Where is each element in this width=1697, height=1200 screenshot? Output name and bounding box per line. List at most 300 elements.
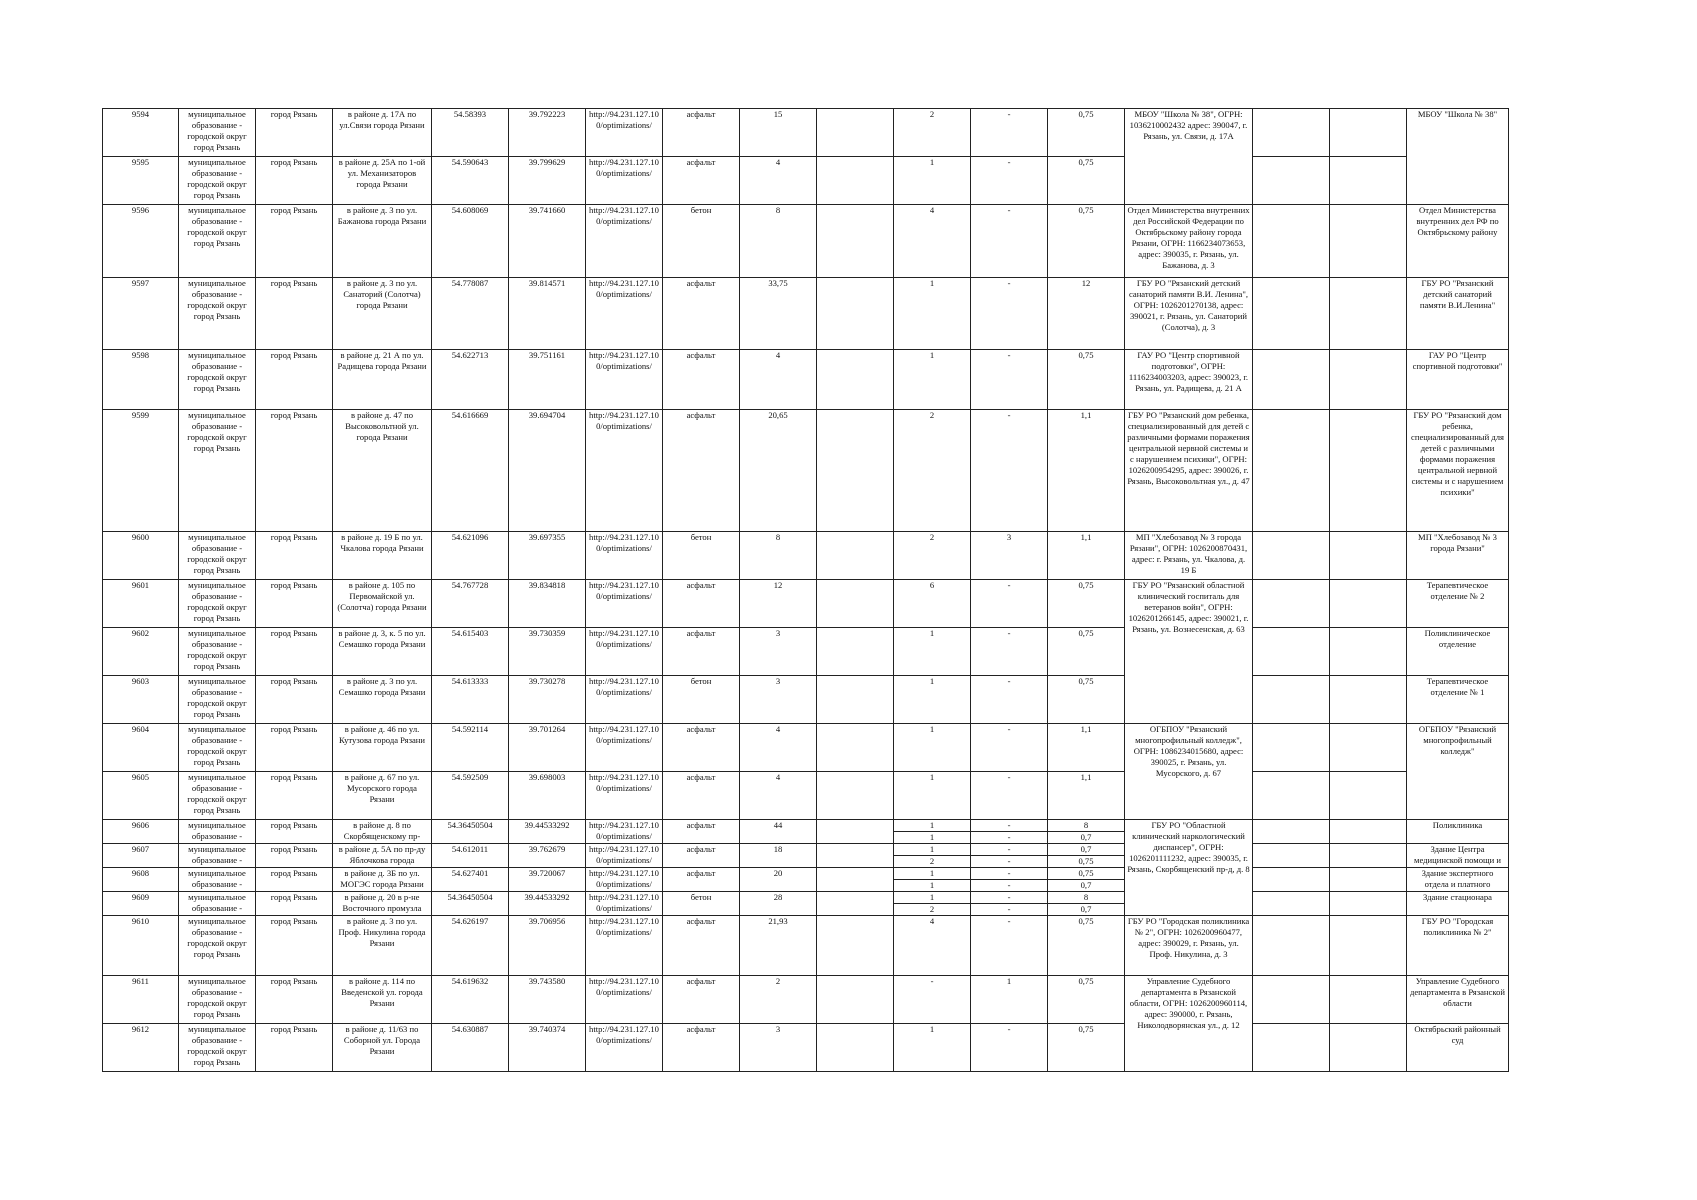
surface-cell: асфальт: [663, 844, 740, 868]
volume-cell: 1,1: [1048, 410, 1125, 532]
container-sites-table: [102, 108, 1509, 1072]
planned-count-cell-part: -: [1007, 856, 1011, 866]
address-cell: в районе д. 3 по ул. Проф. Никулина города Рязани: [333, 916, 432, 976]
address-cell: в районе д. 8 по Скорбященскому пр-: [333, 820, 432, 844]
planned-count-cell: -: [971, 109, 1048, 157]
planned-count-cell: [971, 868, 1048, 892]
surface-cell: асфальт: [663, 916, 740, 976]
municipality-cell: муниципальное образование - городской округ город Рязань: [179, 157, 256, 205]
surface-cell: бетон: [663, 892, 740, 916]
locality-cell: город Рязань: [256, 676, 333, 724]
empty-cell: [1253, 724, 1330, 772]
planned-count-cell-split: [971, 868, 1047, 891]
waste-source-cell: Терапевтическое отделение № 1: [1407, 676, 1509, 724]
waste-source-cell: Поликлиника: [1407, 820, 1509, 844]
container-count-cell: -: [894, 976, 971, 1024]
volume-cell: 0,75: [1048, 676, 1125, 724]
area-cell: 3: [740, 628, 817, 676]
owner-cell: ГБУ РО "Рязанский дом ребенка, специализированный для детей с различными формами поражения центральной нервной системы и с нарушением психики", ОГРН: 1026200954295, адрес: 390026, г. Рязань, Высоковольтная ул., д. 47: [1125, 410, 1253, 532]
waste-source-cell: МП "Хлебозавод № 3 города Рязани": [1407, 532, 1509, 580]
waste-source-cell: Терапевтическое отделение № 2: [1407, 580, 1509, 628]
container-count-cell-split: [894, 892, 970, 915]
map-link-cell: http://94.231.127.10 0/optimizations/: [586, 1024, 663, 1072]
longitude-cell: 39.694704: [509, 410, 586, 532]
planned-count-cell-part: -: [971, 892, 1047, 904]
empty-cell: [1330, 109, 1407, 157]
container-count-cell-part: 1: [894, 868, 970, 880]
empty-cell: [1253, 532, 1330, 580]
volume-cell-split: [1048, 892, 1124, 915]
address-cell: в районе д. 46 по ул. Кутузова города Рязани: [333, 724, 432, 772]
latitude-cell: 54.619632: [432, 976, 509, 1024]
longitude-cell: 39.701264: [509, 724, 586, 772]
waste-source-cell: Поликлиническое отделение: [1407, 628, 1509, 676]
empty-cell: [1330, 868, 1407, 892]
table-row: [103, 1024, 1509, 1072]
row-number: 9603: [103, 676, 179, 724]
longitude-cell: 39.720067: [509, 868, 586, 892]
longitude-cell: 39.44533292: [509, 892, 586, 916]
map-link-cell: http://94.231.127.10 0/optimizations/: [586, 628, 663, 676]
volume-cell-split: [1048, 820, 1124, 843]
surface-cell: асфальт: [663, 628, 740, 676]
planned-count-cell-part: -: [1007, 880, 1011, 890]
volume-cell: [1048, 892, 1125, 916]
map-link-cell: http://94.231.127.10 0/optimizations/: [586, 278, 663, 350]
area-cell: 4: [740, 350, 817, 410]
container-count-cell: [894, 892, 971, 916]
table-row: [103, 820, 1509, 844]
locality-cell: город Рязань: [256, 916, 333, 976]
surface-cell: асфальт: [663, 820, 740, 844]
locality-cell: город Рязань: [256, 772, 333, 820]
latitude-cell: 54.616669: [432, 410, 509, 532]
container-count-cell: [894, 868, 971, 892]
municipality-cell: муниципальное образование -: [179, 892, 256, 916]
empty-cell: [817, 868, 894, 892]
latitude-cell: 54.608069: [432, 205, 509, 278]
volume-cell: [1048, 868, 1125, 892]
longitude-cell: 39.814571: [509, 278, 586, 350]
surface-cell: асфальт: [663, 109, 740, 157]
longitude-cell: 39.698003: [509, 772, 586, 820]
table-row: [103, 844, 1509, 868]
owner-cell: Управление Судебного департамента в Рязанской области, ОГРН: 1026200960114, адрес: 390000, г. Рязань, Николодворянская ул., д. 12: [1125, 976, 1253, 1072]
address-cell: в районе д. 5А по пр-ду Яблочкова города: [333, 844, 432, 868]
planned-count-cell: -: [971, 676, 1048, 724]
empty-cell: [1253, 157, 1330, 205]
locality-cell: город Рязань: [256, 532, 333, 580]
empty-cell: [1330, 892, 1407, 916]
municipality-cell: муниципальное образование - городской округ город Рязань: [179, 628, 256, 676]
area-cell: 2: [740, 976, 817, 1024]
owner-cell: МП "Хлебозавод № 3 города Рязани", ОГРН: 1026200870431, адрес: г. Рязань, ул. Чкалова, д. 19 Б: [1125, 532, 1253, 580]
waste-source-cell: Здание экспертного отдела и платного: [1407, 868, 1509, 892]
municipality-cell: муниципальное образование - городской округ город Рязань: [179, 410, 256, 532]
address-cell: в районе д. 21 А по ул. Радищева города Рязани: [333, 350, 432, 410]
row-number: 9610: [103, 916, 179, 976]
map-link-cell: http://94.231.127.10 0/optimizations/: [586, 772, 663, 820]
longitude-cell: 39.792223: [509, 109, 586, 157]
surface-cell: асфальт: [663, 410, 740, 532]
empty-cell: [1330, 157, 1407, 205]
latitude-cell: 54.778087: [432, 278, 509, 350]
container-count-cell-part: 1: [929, 832, 935, 842]
municipality-cell: муниципальное образование - городской округ город Рязань: [179, 278, 256, 350]
empty-cell: [1330, 844, 1407, 868]
empty-cell: [817, 1024, 894, 1072]
empty-cell: [817, 350, 894, 410]
municipality-cell: муниципальное образование - городской округ город Рязань: [179, 109, 256, 157]
table-row: [103, 892, 1509, 916]
address-cell: в районе д. 114 по Введенской ул. города Рязани: [333, 976, 432, 1024]
volume-cell-part: 8: [1048, 892, 1124, 904]
longitude-cell: 39.762679: [509, 844, 586, 868]
row-number: 9611: [103, 976, 179, 1024]
area-cell: 20: [740, 868, 817, 892]
empty-cell: [817, 205, 894, 278]
container-count-cell-split: [894, 868, 970, 891]
empty-cell: [1253, 205, 1330, 278]
map-link-cell: http://94.231.127.10 0/optimizations/: [586, 350, 663, 410]
area-cell: 4: [740, 724, 817, 772]
container-count-cell: 1: [894, 278, 971, 350]
table-row: [103, 772, 1509, 820]
planned-count-cell: 3: [971, 532, 1048, 580]
container-count-cell: 1: [894, 628, 971, 676]
latitude-cell: 54.621096: [432, 532, 509, 580]
container-count-cell: 1: [894, 350, 971, 410]
container-count-cell: [894, 844, 971, 868]
container-count-cell: [894, 820, 971, 844]
municipality-cell: муниципальное образование - городской округ город Рязань: [179, 976, 256, 1024]
area-cell: 3: [740, 1024, 817, 1072]
longitude-cell: 39.743580: [509, 976, 586, 1024]
container-count-cell-part: 1: [894, 892, 970, 904]
empty-cell: [1253, 628, 1330, 676]
longitude-cell: 39.740374: [509, 1024, 586, 1072]
empty-cell: [817, 532, 894, 580]
waste-source-cell: Октябрьский районный суд: [1407, 1024, 1509, 1072]
planned-count-cell: -: [971, 628, 1048, 676]
map-link-cell: http://94.231.127.10 0/optimizations/: [586, 868, 663, 892]
address-cell: в районе д. 67 по ул. Мусорского города Рязани: [333, 772, 432, 820]
locality-cell: город Рязань: [256, 628, 333, 676]
area-cell: 44: [740, 820, 817, 844]
empty-cell: [817, 724, 894, 772]
volume-cell: 0,75: [1048, 157, 1125, 205]
surface-cell: асфальт: [663, 724, 740, 772]
planned-count-cell: -: [971, 916, 1048, 976]
latitude-cell: 54.615403: [432, 628, 509, 676]
volume-cell-split: [1048, 868, 1124, 891]
address-cell: в районе д. 17А по ул.Связи города Рязани: [333, 109, 432, 157]
area-cell: 4: [740, 157, 817, 205]
container-count-cell: 1: [894, 1024, 971, 1072]
address-cell: в районе д. 105 по Первомайской ул. (Солотча) города Рязани: [333, 580, 432, 628]
latitude-cell: 54.36450504: [432, 892, 509, 916]
volume-cell: 0,75: [1048, 580, 1125, 628]
owner-cell: ГБУ РО "Областной клинический наркологический диспансер", ОГРН: 1026201111232, адрес: 390035, г. Рязань, Скорбященский пр-д, д. 8: [1125, 820, 1253, 916]
area-cell: 33,75: [740, 278, 817, 350]
locality-cell: город Рязань: [256, 844, 333, 868]
row-number: 9597: [103, 278, 179, 350]
latitude-cell: 54.592509: [432, 772, 509, 820]
locality-cell: город Рязань: [256, 1024, 333, 1072]
volume-cell: 0,75: [1048, 1024, 1125, 1072]
latitude-cell: 54.612011: [432, 844, 509, 868]
container-count-cell-split: [894, 844, 970, 867]
empty-cell: [1330, 580, 1407, 628]
locality-cell: город Рязань: [256, 820, 333, 844]
row-number: 9612: [103, 1024, 179, 1072]
surface-cell: асфальт: [663, 350, 740, 410]
latitude-cell: 54.58393: [432, 109, 509, 157]
planned-count-cell-part: -: [971, 868, 1047, 880]
volume-cell: 1,1: [1048, 532, 1125, 580]
container-count-cell: 4: [894, 205, 971, 278]
map-link-cell: http://94.231.127.10 0/optimizations/: [586, 410, 663, 532]
map-link-cell: http://94.231.127.10 0/optimizations/: [586, 157, 663, 205]
map-link-cell: http://94.231.127.10 0/optimizations/: [586, 205, 663, 278]
container-count-cell: 2: [894, 410, 971, 532]
surface-cell: бетон: [663, 676, 740, 724]
longitude-cell: 39.751161: [509, 350, 586, 410]
area-cell: 8: [740, 205, 817, 278]
latitude-cell: 54.36450504: [432, 820, 509, 844]
empty-cell: [817, 844, 894, 868]
container-count-cell: 1: [894, 724, 971, 772]
municipality-cell: муниципальное образование - городской округ город Рязань: [179, 350, 256, 410]
row-number: 9601: [103, 580, 179, 628]
container-count-cell: 1: [894, 772, 971, 820]
owner-cell: ГБУ РО "Рязанский детский санаторий памяти В.И. Ленина", ОГРН: 1026201270138, адрес: 390021, г. Рязань, ул. Санаторий (Солотча), д. 3: [1125, 278, 1253, 350]
latitude-cell: 54.622713: [432, 350, 509, 410]
planned-count-cell: -: [971, 580, 1048, 628]
row-number: 9609: [103, 892, 179, 916]
surface-cell: асфальт: [663, 157, 740, 205]
volume-cell-part: 0,7: [1080, 832, 1092, 842]
planned-count-cell-part: -: [971, 820, 1047, 832]
container-count-cell: 1: [894, 157, 971, 205]
longitude-cell: 39.799629: [509, 157, 586, 205]
container-count-cell: 1: [894, 676, 971, 724]
map-link-cell: http://94.231.127.10 0/optimizations/: [586, 916, 663, 976]
container-count-cell-part: 1: [894, 844, 970, 856]
latitude-cell: 54.613333: [432, 676, 509, 724]
address-cell: в районе д. 3 по ул. Санаторий (Солотча) города Рязани: [333, 278, 432, 350]
surface-cell: асфальт: [663, 580, 740, 628]
planned-count-cell: -: [971, 1024, 1048, 1072]
table-row: [103, 916, 1509, 976]
volume-cell-part: 0,7: [1080, 904, 1092, 914]
surface-cell: асфальт: [663, 976, 740, 1024]
container-count-cell-part: 1: [894, 820, 970, 832]
area-cell: 21,93: [740, 916, 817, 976]
empty-cell: [817, 410, 894, 532]
empty-cell: [1330, 278, 1407, 350]
locality-cell: город Рязань: [256, 278, 333, 350]
address-cell: в районе д. 3 по ул. Семашко города Рязани: [333, 676, 432, 724]
surface-cell: асфальт: [663, 868, 740, 892]
latitude-cell: 54.626197: [432, 916, 509, 976]
empty-cell: [817, 976, 894, 1024]
address-cell: в районе д. 47 по Высоковольтной ул. города Рязани: [333, 410, 432, 532]
empty-cell: [1253, 868, 1330, 892]
table-row: [103, 205, 1509, 278]
empty-cell: [817, 580, 894, 628]
empty-cell: [1253, 350, 1330, 410]
empty-cell: [1330, 724, 1407, 772]
address-cell: в районе д. 3 по ул. Бажанова города Рязани: [333, 205, 432, 278]
row-number: 9604: [103, 724, 179, 772]
row-number: 9606: [103, 820, 179, 844]
surface-cell: бетон: [663, 205, 740, 278]
volume-cell: 0,75: [1048, 109, 1125, 157]
table-row: [103, 532, 1509, 580]
empty-cell: [817, 892, 894, 916]
locality-cell: город Рязань: [256, 109, 333, 157]
longitude-cell: 39.706956: [509, 916, 586, 976]
empty-cell: [1253, 676, 1330, 724]
address-cell: в районе д. 3, к. 5 по ул. Семашко города Рязани: [333, 628, 432, 676]
planned-count-cell-split: [971, 820, 1047, 843]
empty-cell: [1253, 109, 1330, 157]
empty-cell: [1330, 1024, 1407, 1072]
longitude-cell: 39.44533292: [509, 820, 586, 844]
empty-cell: [1330, 976, 1407, 1024]
volume-cell-part: 0,7: [1080, 880, 1092, 890]
waste-source-cell: Управление Судебного департамента в Рязанской области: [1407, 976, 1509, 1024]
volume-cell: [1048, 820, 1125, 844]
municipality-cell: муниципальное образование - городской округ город Рязань: [179, 676, 256, 724]
longitude-cell: 39.741660: [509, 205, 586, 278]
longitude-cell: 39.730359: [509, 628, 586, 676]
map-link-cell: http://94.231.127.10 0/optimizations/: [586, 976, 663, 1024]
planned-count-cell: -: [971, 350, 1048, 410]
area-cell: 8: [740, 532, 817, 580]
table-row: [103, 976, 1509, 1024]
map-link-cell: http://94.231.127.10 0/optimizations/: [586, 109, 663, 157]
volume-cell-part: 0,7: [1048, 844, 1124, 856]
row-number: 9608: [103, 868, 179, 892]
locality-cell: город Рязань: [256, 976, 333, 1024]
row-number: 9600: [103, 532, 179, 580]
empty-cell: [817, 916, 894, 976]
planned-count-cell: -: [971, 278, 1048, 350]
empty-cell: [1253, 916, 1330, 976]
volume-cell: 1,1: [1048, 724, 1125, 772]
address-cell: в районе д. 25А по 1-ой ул. Механизаторов города Рязани: [333, 157, 432, 205]
planned-count-cell: -: [971, 724, 1048, 772]
municipality-cell: муниципальное образование - городской округ город Рязань: [179, 205, 256, 278]
surface-cell: асфальт: [663, 1024, 740, 1072]
locality-cell: город Рязань: [256, 724, 333, 772]
map-link-cell: http://94.231.127.10 0/optimizations/: [586, 892, 663, 916]
locality-cell: город Рязань: [256, 205, 333, 278]
locality-cell: город Рязань: [256, 892, 333, 916]
empty-cell: [1330, 205, 1407, 278]
planned-count-cell: -: [971, 157, 1048, 205]
row-number: 9598: [103, 350, 179, 410]
table-row: [103, 580, 1509, 628]
volume-cell: 0,75: [1048, 350, 1125, 410]
empty-cell: [1330, 916, 1407, 976]
volume-cell-part: 0,75: [1048, 868, 1124, 880]
table-row: [103, 628, 1509, 676]
owner-cell: МБОУ "Школа № 38", ОГРН: 1036210002432 адрес: 390047, г. Рязань, ул. Связи, д. 17А: [1125, 109, 1253, 205]
empty-cell: [1253, 580, 1330, 628]
table-row: [103, 157, 1509, 205]
container-count-cell: 6: [894, 580, 971, 628]
waste-source-cell: ОГБПОУ "Рязанский многопрофильный колледж": [1407, 724, 1509, 820]
planned-count-cell-part: -: [971, 844, 1047, 856]
map-link-cell: http://94.231.127.10 0/optimizations/: [586, 724, 663, 772]
container-count-cell-part: 2: [929, 856, 935, 866]
waste-source-cell: ГБУ РО "Рязанский детский санаторий памяти В.И.Ленина": [1407, 278, 1509, 350]
container-count-cell: 2: [894, 532, 971, 580]
planned-count-cell: -: [971, 772, 1048, 820]
surface-cell: асфальт: [663, 772, 740, 820]
empty-cell: [1330, 820, 1407, 844]
waste-source-cell: Здание Центра медицинской помощи и: [1407, 844, 1509, 868]
area-cell: 3: [740, 676, 817, 724]
empty-cell: [817, 772, 894, 820]
municipality-cell: муниципальное образование - городской округ город Рязань: [179, 724, 256, 772]
empty-cell: [1253, 892, 1330, 916]
owner-cell: Отдел Министерства внутренних дел Российской Федерации по Октябрьскому району города Рязани, ОГРН: 1166234073653, адрес: 390035, г. Рязань, ул. Бажанова, д. 3: [1125, 205, 1253, 278]
volume-cell-part: 0,75: [1078, 856, 1094, 866]
container-count-cell: 4: [894, 916, 971, 976]
municipality-cell: муниципальное образование - городской округ город Рязань: [179, 772, 256, 820]
empty-cell: [1330, 676, 1407, 724]
municipality-cell: муниципальное образование -: [179, 820, 256, 844]
planned-count-cell-part: -: [1007, 832, 1011, 842]
volume-cell: 0,75: [1048, 628, 1125, 676]
volume-cell: [1048, 844, 1125, 868]
address-cell: в районе д. 11/63 по Соборной ул. Города Рязани: [333, 1024, 432, 1072]
area-cell: 28: [740, 892, 817, 916]
municipality-cell: муниципальное образование -: [179, 844, 256, 868]
empty-cell: [817, 628, 894, 676]
volume-cell: 0,75: [1048, 916, 1125, 976]
empty-cell: [1253, 844, 1330, 868]
area-cell: 12: [740, 580, 817, 628]
owner-cell: ОГБПОУ "Рязанский многопрофильный колледж", ОГРН: 1086234015680, адрес: 390025, г. Рязань, ул. Мусорского, д. 67: [1125, 724, 1253, 820]
municipality-cell: муниципальное образование - городской округ город Рязань: [179, 916, 256, 976]
table-row: [103, 676, 1509, 724]
area-cell: 20,65: [740, 410, 817, 532]
planned-count-cell-part: -: [1007, 904, 1011, 914]
latitude-cell: 54.590643: [432, 157, 509, 205]
latitude-cell: 54.627401: [432, 868, 509, 892]
row-number: 9607: [103, 844, 179, 868]
volume-cell: 1,1: [1048, 772, 1125, 820]
planned-count-cell: 1: [971, 976, 1048, 1024]
owner-cell: ГАУ РО "Центр спортивной подготовки", ОГРН: 1116234003203, адрес: 390023, г. Рязань, ул. Радищева, д. 21 А: [1125, 350, 1253, 410]
row-number: 9596: [103, 205, 179, 278]
table-row: [103, 109, 1509, 157]
table-row: [103, 868, 1509, 892]
table-row: [103, 278, 1509, 350]
planned-count-cell-split: [971, 844, 1047, 867]
longitude-cell: 39.697355: [509, 532, 586, 580]
empty-cell: [817, 820, 894, 844]
longitude-cell: 39.834818: [509, 580, 586, 628]
surface-cell: бетон: [663, 532, 740, 580]
planned-count-cell: [971, 892, 1048, 916]
empty-cell: [1253, 976, 1330, 1024]
